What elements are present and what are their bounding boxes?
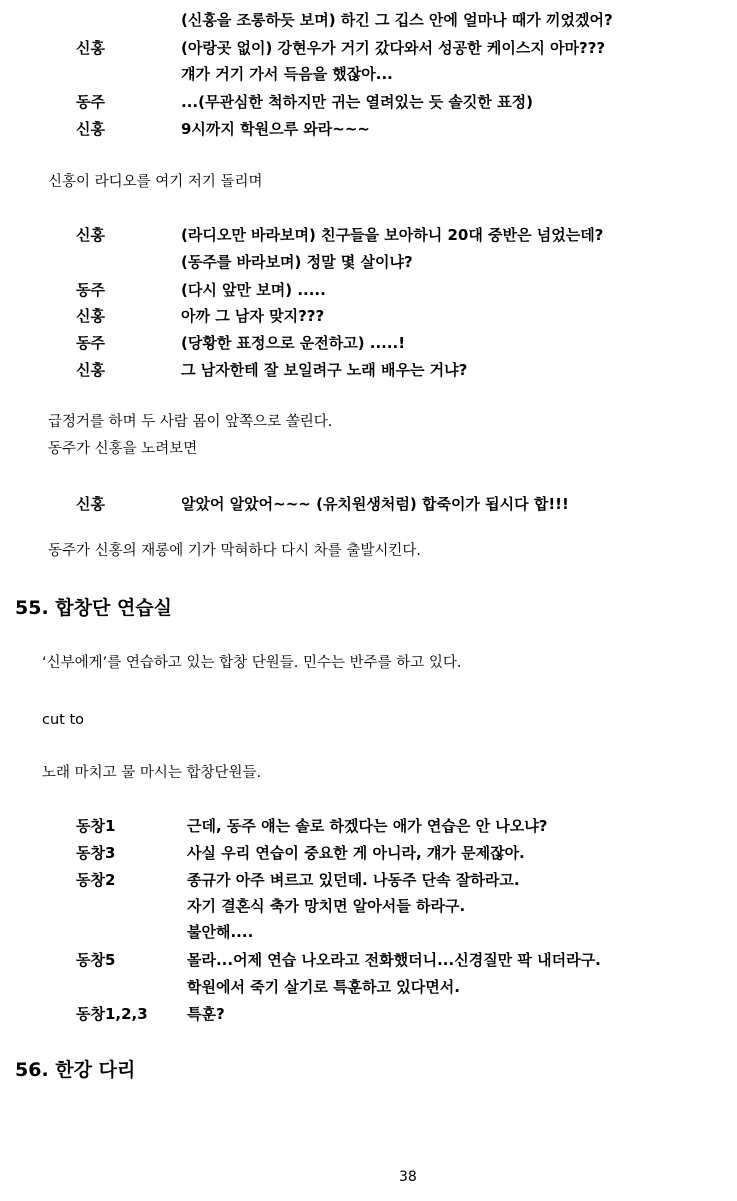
speaker-name: 동창2	[76, 871, 116, 889]
dialogue-line: 불안해....	[187, 923, 254, 941]
action-line: 동주가 신홍의 재롱에 기가 막혀하다 다시 차를 출발시킨다.	[48, 543, 422, 559]
dialogue-line: (당황한 표정으로 운전하고) .....!	[181, 334, 406, 352]
action-line: 신홍이 라디오를 여기 저기 돌리며	[48, 174, 263, 190]
speaker-name: 신홍	[76, 361, 105, 379]
page-number: 38	[399, 1169, 417, 1185]
dialogue-line: 근데, 동주 얘는 솔로 하겠다는 애가 연습은 안 나오냐?	[187, 817, 548, 835]
speaker-name: 동주	[76, 281, 105, 299]
action-line: ‘신부에게’를 연습하고 있는 합창 단원들. 민수는 반주를 하고 있다.	[42, 655, 462, 671]
dialogue-line: (아랑곳 없이) 강현우가 거기 갔다와서 성공한 케이스지 아마???	[181, 39, 606, 57]
dialogue-line: 알았어 알았어~~~ (유치원생처럼) 합죽이가 됩시다 합!!!	[181, 495, 569, 513]
speaker-name: 동창1	[76, 817, 116, 835]
speaker-name: 신홍	[76, 226, 105, 244]
speaker-name: 동주	[76, 334, 105, 352]
scene-heading: 55. 합창단 연습실	[15, 597, 173, 619]
dialogue-line: 종규가 아주 벼르고 있던데. 나동주 단속 잘하라고.	[187, 871, 520, 889]
speaker-name: 동창5	[76, 951, 116, 969]
dialogue-line: (다시 앞만 보며) .....	[181, 281, 326, 299]
dialogue-line: 학원에서 죽기 살기로 특훈하고 있다면서.	[187, 978, 460, 996]
dialogue-line: 걔가 거기 가서 득음을 했잖아...	[181, 65, 393, 83]
dialogue-line: 자기 결혼식 축가 망치면 알아서들 하라구.	[187, 897, 466, 915]
action-line: 노래 마치고 물 마시는 합창단원들.	[42, 765, 262, 781]
action-line: 동주가 신홍을 노려보면	[48, 441, 198, 457]
speaker-name: 동창1,2,3	[76, 1005, 148, 1023]
speaker-name: 동주	[76, 93, 105, 111]
speaker-name: 신홍	[76, 120, 105, 138]
dialogue-line: (신홍을 조롱하듯 보며) 하긴 그 깁스 안에 얼마나 때가 끼었겠어?	[181, 11, 613, 29]
transition-line: cut to	[42, 712, 85, 728]
dialogue-line: (라디오만 바라보며) 친구들을 보아하니 20대 중반은 넘었는데?	[181, 226, 604, 244]
speaker-name: 신홍	[76, 39, 105, 57]
action-line: 급정거를 하며 두 사람 몸이 앞쪽으로 쏠린다.	[48, 414, 333, 430]
dialogue-line: 몰라...어제 연습 나오라고 전화했더니...신경질만 팍 내더라구.	[187, 951, 601, 969]
dialogue-line: (동주를 바라보며) 정말 몇 살이냐?	[181, 253, 413, 271]
dialogue-line: 9시까지 학원으루 와라~~~	[181, 120, 370, 138]
speaker-name: 신홍	[76, 307, 105, 325]
speaker-name: 동창3	[76, 844, 116, 862]
dialogue-line: 아까 그 남자 맞지???	[181, 307, 325, 325]
scene-heading: 56. 한강 다리	[15, 1059, 136, 1081]
dialogue-line: ...(무관심한 척하지만 귀는 열려있는 듯 솔깃한 표정)	[181, 93, 533, 111]
dialogue-line: 사실 우리 연습이 중요한 게 아니라, 걔가 문제잖아.	[187, 844, 525, 862]
dialogue-line: 특훈?	[187, 1005, 225, 1023]
speaker-name: 신홍	[76, 495, 105, 513]
dialogue-line: 그 남자한테 잘 보일려구 노래 배우는 거냐?	[181, 361, 468, 379]
